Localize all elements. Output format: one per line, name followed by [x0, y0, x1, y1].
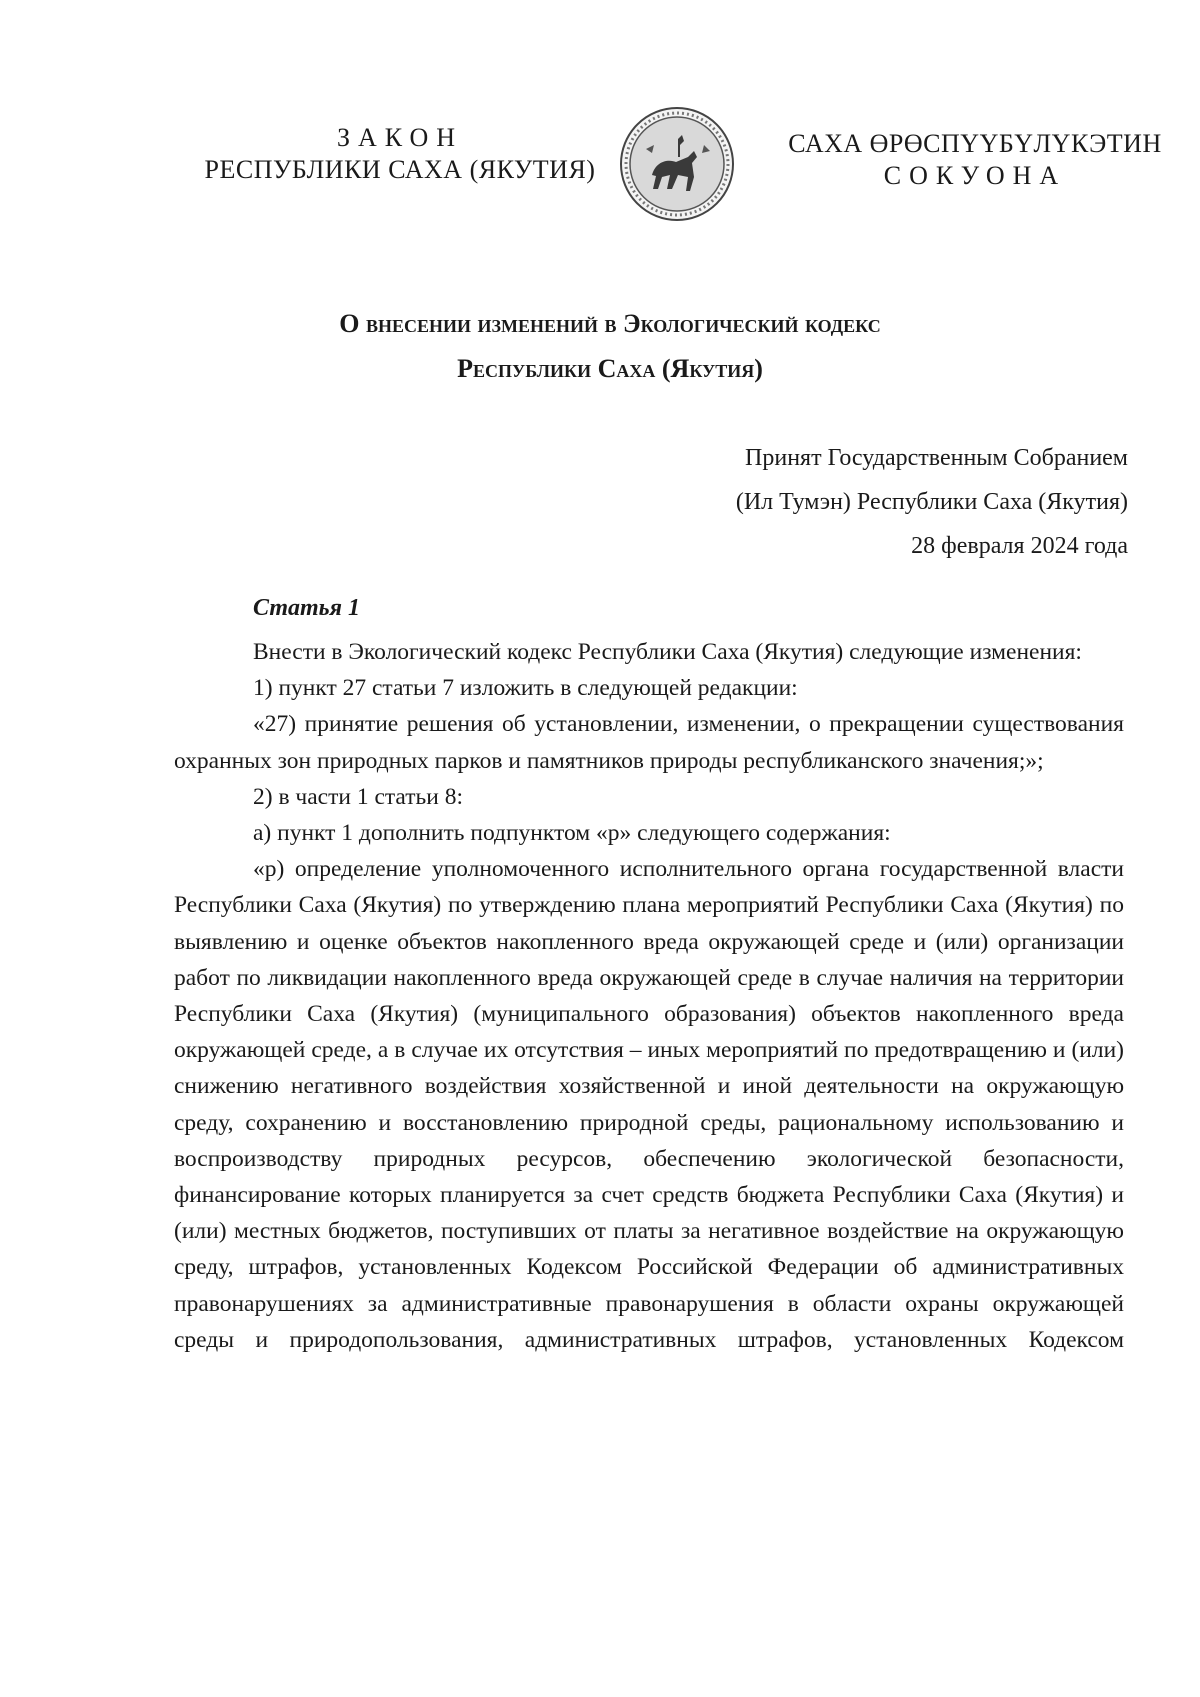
article-heading: Статья 1: [253, 595, 361, 621]
header-left-line2: РЕСПУБЛИКИ САХА (ЯКУТИЯ): [204, 155, 596, 184]
adoption-line1: Принят Государственным Собранием: [745, 445, 1128, 471]
paragraph: «р) определение уполномоченного исполнительного органа государственной власти Республики Саха (Якутия) по утверждению плана мероприятий Республики Саха (Якутия) по выявлению и оценке объектов накопленного вреда окружающей среде и (или) организации работ по ликвидации накопленного вреда окружающей среде в случае наличия на территории Республики Саха (Якутия) (муниципального образования) объектов накопленного вреда окружающей среде, а в случае их отсутствия – иных мероприятий по предотвращению и (или) снижению негативного воздействия хозяйственной и иной деятельности на окружающую среду, сохранению и восстановлению природной среды, рациональному использованию и воспроизводству природных ресурсов, обеспечению экологической безопасности, финансирование которых планируется за счет средств бюджета Республики Саха (Якутия) и (или) местных бюджетов, поступивших от платы за негативное воздействие на окружающую среду, штрафов, установленных Кодексом Российской Федерации об административных правонарушениях за административные правонарушения в области охраны окружающей среды и природопользования, административных штрафов, установленных Кодексом: [174, 856, 1124, 1353]
adoption-date: 28 февраля 2024 года: [911, 533, 1128, 559]
coat-of-arms-emblem: [618, 105, 736, 223]
article-body: [174, 634, 1124, 1358]
paragraph: Внести в Экологический кодекс Республики Саха (Якутия) следующие изменения:: [253, 639, 1082, 665]
document-title-line1: О внесении изменений в Экологический кодекс: [339, 309, 881, 338]
adoption-line2: (Ил Тумэн) Республики Саха (Якутия): [735, 489, 1128, 515]
header-left-line1: ЗАКОН: [336, 123, 464, 152]
header-right: [780, 128, 1170, 192]
header-right-line2: СОКУОНА: [883, 161, 1067, 190]
adoption-block: [736, 436, 1128, 568]
paragraph: «27) принятие решения об установлении, изменении, о прекращении существования охранных зон природных парков и памятников природы республиканского значения;»;: [174, 711, 1124, 774]
document-title-line2: Республики Саха (Якутия): [457, 354, 763, 383]
header-left: [200, 122, 600, 186]
paragraph: 2) в части 1 статьи 8:: [253, 783, 463, 810]
header-right-line1: САХА ӨРӨСПҮҮБҮЛҮКЭТИН: [788, 129, 1162, 158]
paragraph: а) пункт 1 дополнить подпунктом «р» следующего содержания:: [253, 820, 891, 847]
paragraph: 1) пункт 27 статьи 7 изложить в следующей редакции:: [253, 675, 798, 702]
